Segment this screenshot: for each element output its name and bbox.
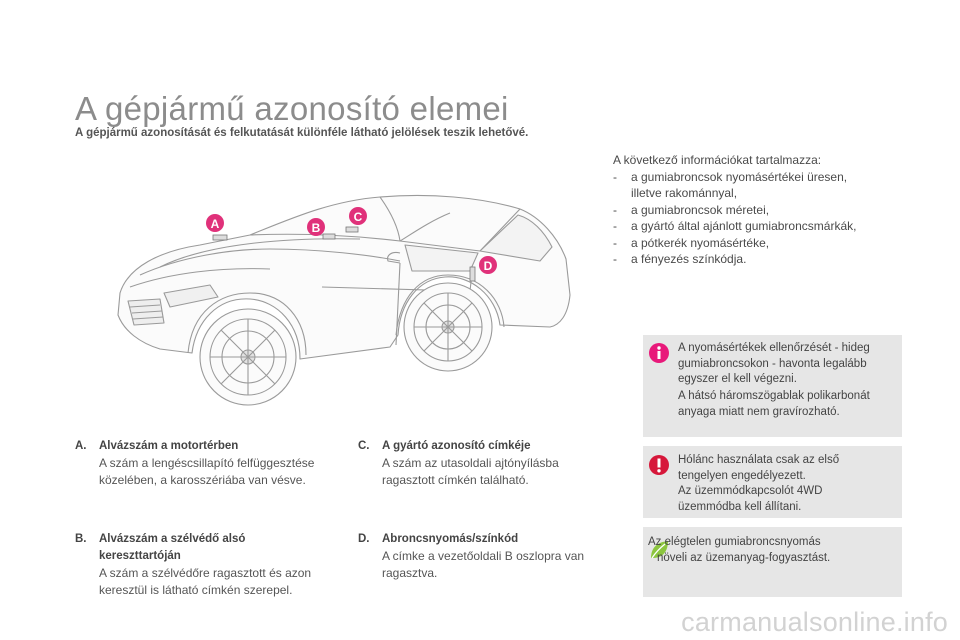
warning-note-box <box>643 446 902 518</box>
tire-label-info <box>613 152 913 268</box>
section-title: Alvázszám a szélvédő alsó <box>99 533 246 545</box>
warning-note-text: Hólánc használata csak az első tengelyen engedélyezett. Az üzemmódkapcsolót 4WD üzemmódba kell állítani. <box>678 454 840 513</box>
section-title: A gyártó azonosító címkéje <box>382 440 531 452</box>
watermark: carmanualsonline.info <box>681 607 948 637</box>
info-note-text: A nyomásértékek ellenőrzését - hideg gumiabroncsokon - havonta legalább egyszer el kell végezni. A hátsó háromszögablak polikarbonát anyaga miatt nem gravírozható. <box>678 342 870 418</box>
car-illustration <box>100 175 580 415</box>
svg-text:C: C <box>353 210 363 224</box>
page-title: A gépjármű azonosító elemei <box>75 90 509 127</box>
list-item: - a pótkerék nyomásértéke, <box>613 235 770 250</box>
info-note-box <box>643 335 902 437</box>
section-title: Abroncsnyomás/színkód <box>382 533 519 545</box>
svg-text:A: A <box>210 217 220 231</box>
marker-c-label <box>346 227 358 232</box>
svg-text:B: B <box>311 221 321 235</box>
section-letter: C. <box>358 440 370 452</box>
page-subtitle: A gépjármű azonosítását és felkutatását különféle látható jelölések teszik lehetővé. <box>75 127 529 139</box>
eco-note-box <box>643 527 902 597</box>
section-b: B. Alvázszám a szélvédő alsó kereszttartóján A szám a szélvédőre ragasztott és azon keresztül is látható címkén szerepel. <box>75 531 345 599</box>
section-d: D. Abroncsnyomás/színkód A címke a vezetőoldali B oszlopra van ragasztva. <box>358 531 628 582</box>
svg-text:D: D <box>483 259 493 273</box>
list-item: - a gumiabroncsok nyomásértékei üresen, illetve rakománnyal, <box>613 169 848 200</box>
info-intro: A következő információkat tartalmazza: <box>613 153 822 167</box>
eco-note-text: Az elégtelen gumiabroncsnyomás növeli az üzemanyag-fogyasztást. <box>648 536 831 564</box>
section-a: A. Alvázszám a motortérben A szám a lengéscsillapító felfüggesztése közelében, a karosszériába van vésve. <box>75 438 345 489</box>
section-letter: A. <box>75 440 87 452</box>
list-item: - a gumiabroncsok méretei, <box>613 202 770 217</box>
marker-a <box>206 214 224 232</box>
section-letter: B. <box>75 533 87 545</box>
warning-icon <box>648 454 670 476</box>
marker-b <box>307 218 325 236</box>
info-icon <box>648 342 670 364</box>
section-c: C. A gyártó azonosító címkéje A szám az utasoldali ajtónyílásba ragasztott címkén található. <box>358 438 628 489</box>
list-item: - a fényezés színkódja. <box>613 252 747 266</box>
marker-b-label <box>323 234 335 239</box>
list-item: - a gyártó által ajánlott gumiabroncsmárkák, <box>613 219 857 233</box>
marker-c <box>349 207 367 225</box>
marker-a-label <box>213 235 227 240</box>
marker-d <box>479 256 497 274</box>
marker-d-label <box>470 267 475 281</box>
section-letter: D. <box>358 533 370 545</box>
section-title: Alvázszám a motortérben <box>99 440 239 452</box>
